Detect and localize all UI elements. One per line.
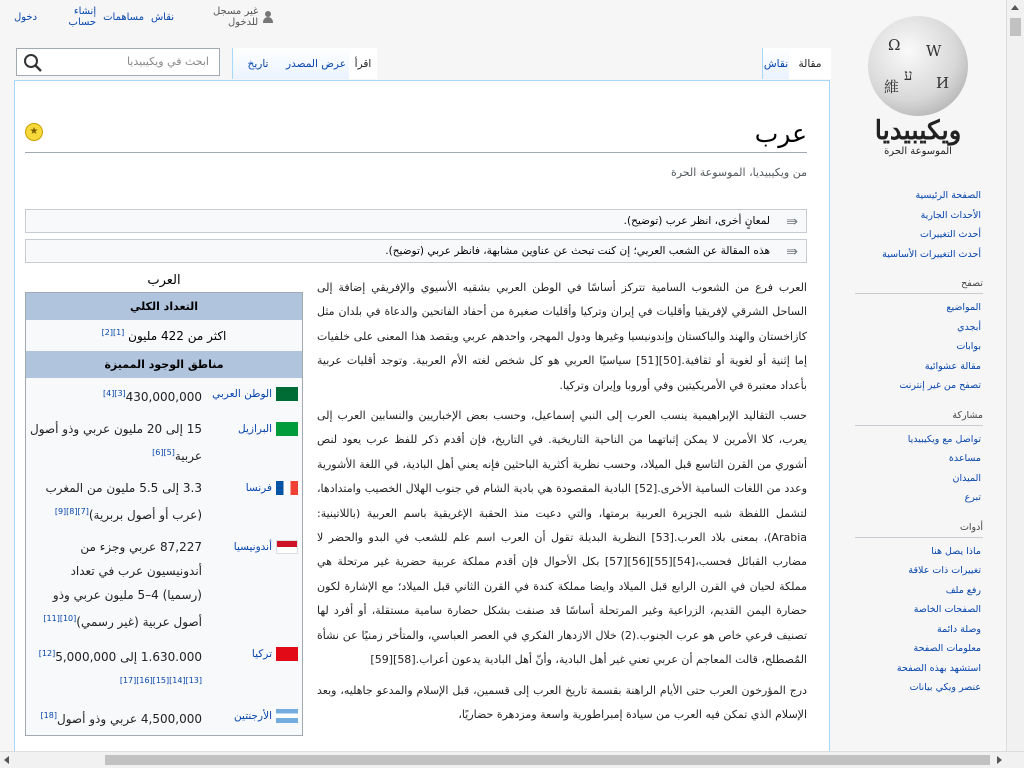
infobox-row xyxy=(26,413,302,472)
sidebar-item-wikidata-item[interactable]: عنصر ويكي بيانات xyxy=(909,682,981,693)
hatnote-similar-titles xyxy=(25,239,807,263)
login-link[interactable]: دخول xyxy=(14,11,38,23)
infobox-total-refs[interactable]: [1][2] xyxy=(101,328,125,337)
talk-link[interactable]: نقاش xyxy=(150,11,175,23)
hatnote-other-meanings xyxy=(25,209,807,233)
contributions-link[interactable]: مساهمات xyxy=(103,11,144,23)
sidebar-item-village-pump[interactable]: الميدان xyxy=(952,472,981,484)
sidebar-item-main-page[interactable]: الصفحة الرئيسية xyxy=(915,190,981,201)
infobox-row-country[interactable]: البرازيل xyxy=(238,423,272,435)
sidebar-heading-browse: تصفح xyxy=(855,278,983,294)
sidebar-item-recent-core-changes[interactable]: أحدث التغييرات الأساسية xyxy=(882,248,981,260)
infobox-row-refs[interactable]: [18] xyxy=(40,711,57,720)
infobox-row-refs[interactable]: [7][8][9] xyxy=(54,507,89,516)
sidebar-tools xyxy=(855,542,983,698)
hatnote-text: هذه المقالة عن الشعب العربي؛ إن كنت تبحث عن عناوين مشابهة، فانظر عربي (توضيح). xyxy=(385,245,770,257)
logo-wordmark: ويكيبيديا xyxy=(874,116,962,146)
sidebar-item-permanent-link[interactable]: وصلة دائمة xyxy=(936,623,981,635)
infobox-row xyxy=(26,472,302,531)
tab-history[interactable]: تاريخ xyxy=(232,48,283,79)
not-logged-in xyxy=(181,6,274,28)
sidebar-item-help[interactable]: مساعدة xyxy=(948,453,981,464)
scroll-right-icon[interactable] xyxy=(997,756,1002,764)
sidebar-item-donate[interactable]: تبرع xyxy=(964,492,981,503)
infobox-row-value: 4,500,000 عربي وذو أصول xyxy=(56,712,202,726)
infobox-row xyxy=(26,378,302,413)
hatnote-arrow-icon: ⇛ xyxy=(786,244,798,260)
infobox-row-country[interactable]: تركيا xyxy=(251,648,272,660)
tab-read[interactable]: اقرأ xyxy=(348,48,377,79)
sidebar-item-cite-page[interactable]: استشهد بهذه الصفحة xyxy=(896,662,981,674)
sidebar-heading-tools: أدوات xyxy=(855,522,983,538)
infobox-row-value: 430,000,000 xyxy=(125,390,202,404)
article-paragraph: حسب التقاليد الإبراهيمية ينسب العرب إلى النبي إسماعيل، وحسب بعض الإخباريين والنسابين العرب إلى يعرب، كلا الأمرين لا يمكن إثباتهما من الناحية التاريخية. في التاريخ، فإن أقدم ذكر للفظ عرب يعود لنص أشوري من القرن التاسع قبل الميلاد، وحسب نظرية أكثرية الباحثين فإنه يعني أهل البادية، في اللغة الأشورية وعدد من اللغات السامية الأخرى.[52] البادية المقصودة هي بادية الشام في جنوب الهلال الخصيب وامتدادها، لتشمل اللفظة شبه الجزيرة العربية برمتها، والتي دعيت منذ الحقبة الإغريقية باسم العربية (باللاتينية: Arabia)، بمعنى بلاد العرب.[53] النظرية البديلة تقول أن العرب اسم علم للشعب في البدو والحضر لا مضارب القبائل فحسب،[54][55][56][57] بكل الأحوال فإن أقدم مملكة عربية حضرية غير مرتحلة هي مملكة لحيان في القرن الرابع قبل الميلاد وايضا مملكة كندة في القرن الثاني قبل الميلاد؛ مع الإشارة لكون حضارة اليمن القديم، الزراعية وغير المرتحلة أساسًا قد صنفت بشكل حضارة سامية مستقلة، أو أفرد لها تصنيف فرعي خاص هو عرب الجنوب.(2) خلال الازدهار الفكري في العصر العباسي، والمتأخر زمنيًا عن نشأة المُصطلح، قالت المعاجم أن عربي تعني غير أهل البادية، وأنّ أهل البادية يدعون أعراب.[58][59] xyxy=(317,409,808,667)
sidebar-item-contact[interactable]: تواصل مع ويكيبيديا xyxy=(907,433,981,445)
not-logged-in-label: غير مسجل للدخول xyxy=(212,6,259,28)
site-sub: من ويكيبيديا، الموسوعة الحرة xyxy=(670,166,807,179)
flag-argentina-icon xyxy=(276,709,298,723)
sidebar-browse xyxy=(855,298,983,396)
tab-view-source[interactable]: عرض المصدر xyxy=(282,48,349,79)
sidebar xyxy=(855,186,983,698)
sidebar-item-alphabetical[interactable]: أبجدي xyxy=(957,321,981,333)
vertical-scrollbar[interactable] xyxy=(1006,0,1024,752)
infobox-row-country[interactable]: الوطن العربي xyxy=(212,388,272,400)
infobox xyxy=(25,269,303,736)
sidebar-participate xyxy=(855,430,983,508)
sidebar-item-current-events[interactable]: الأحداث الجارية xyxy=(920,209,981,221)
infobox-total xyxy=(26,320,302,351)
sidebar-heading-participate: مشاركة xyxy=(855,410,983,426)
tab-article[interactable]: مقالة xyxy=(788,48,831,79)
article-body xyxy=(317,276,807,733)
wikipedia-logo[interactable] xyxy=(860,16,976,166)
logo-tagline: الموسوعة الحرة xyxy=(884,146,952,157)
infobox-caption: العرب xyxy=(147,273,181,288)
sidebar-item-portals[interactable]: بوابات xyxy=(956,341,981,352)
infobox-header-regions: مناطق الوجود المميزة xyxy=(26,351,302,378)
article-paragraph: درج المؤرخون العرب حتى الأيام الراهنة بقسمة تاريخ العرب إلى قسمين، قبل الإسلام والمدعو جاهليه، وبعد الإسلام الذي تمكن فيه العرب من سيادة إمبراطورية واسعة ومزدهرة حضاريًا، xyxy=(317,683,807,721)
hatnote-text: لمعانٍ أخرى، انظر عرب (توضيح). xyxy=(623,215,770,227)
infobox-row-refs[interactable]: [5][6] xyxy=(152,448,175,457)
sidebar-item-upload-file[interactable]: رفع ملف xyxy=(945,584,981,596)
page-title: عرب xyxy=(25,119,807,153)
infobox-row xyxy=(26,638,302,700)
scroll-up-icon[interactable] xyxy=(1011,5,1019,10)
infobox-row xyxy=(26,531,302,638)
article-content xyxy=(14,80,830,760)
infobox-row-refs[interactable]: [10][11] xyxy=(43,614,77,623)
infobox-row-refs[interactable]: [12][13][14][15][16][17] xyxy=(38,649,202,685)
flag-brazil-icon xyxy=(276,422,298,436)
search-input[interactable]: ابحث في ويكيبيديا xyxy=(126,55,209,68)
infobox-row-value: 87,227 عربي وجزء من أندونيسيون عرب في تعداد (رسميا) 4–5 مليون عربي وذو أصول عربية (غير رسمي) xyxy=(52,540,202,629)
personal-tools xyxy=(14,6,274,28)
sidebar-item-offline[interactable]: تصفح من غير إنترنت xyxy=(899,380,981,391)
search-box[interactable] xyxy=(16,48,220,76)
sidebar-item-what-links-here[interactable]: ماذا يصل هنا xyxy=(931,545,981,557)
sidebar-item-related-changes[interactable]: تغييرات ذات علاقة xyxy=(908,565,981,576)
infobox-row-country[interactable]: أندونيسيا xyxy=(233,541,272,553)
sidebar-item-recent-changes[interactable]: أحدث التغييرات xyxy=(919,229,981,240)
wikipedia-globe-logo: Ω W ע И 維 xyxy=(868,16,968,116)
sidebar-nav xyxy=(855,186,983,264)
flag-france-icon xyxy=(276,481,298,495)
flag-indonesia-icon xyxy=(276,540,298,554)
search-icon[interactable] xyxy=(23,53,43,73)
infobox-row-value: 15 إلى 20 مليون عربي وذو أصول عربية xyxy=(30,422,202,463)
infobox-row-value: 3.3 إلى 5.5 مليون من المغرب (عرب أو أصول بربرية) xyxy=(45,481,202,522)
infobox-row-refs[interactable]: [3][4] xyxy=(102,389,126,398)
sidebar-item-random-article[interactable]: مقالة عشوائية xyxy=(924,360,981,372)
flag-turkey-icon xyxy=(276,647,298,661)
sidebar-item-topics[interactable]: المواضيع xyxy=(946,302,981,313)
hatnote-arrow-icon: ⇛ xyxy=(786,214,798,230)
vertical-scroll-thumb[interactable] xyxy=(1010,18,1021,36)
horizontal-scrollbar[interactable] xyxy=(0,751,1024,768)
flag-arab-league-icon xyxy=(276,387,298,401)
create-account-link[interactable]: إنشاء حساب xyxy=(68,6,97,28)
sidebar-item-special-pages[interactable]: الصفحات الخاصة xyxy=(913,604,981,615)
sidebar-item-page-info[interactable]: معلومات الصفحة xyxy=(913,643,981,654)
article-paragraph: العرب فرع من الشعوب السامية تتركز أساسًا في الوطن العربي بشقيه الأسيوي والإفريقي إضافة إلى الساحل الشرقي لإفريقيا وأقليات في إيران وتركيا وأقليات صغيرة من أحفاد الفاتحين والدعاة في بلدان مثل كازاخستان والهند والباكستان وإندونيسيا وغيرها ودول المهجر، واحدهم عربي ويقصد هذا المعنى على خلفيات إما إثنية أو لغوية أو ثقافية.[50][51] سياسيًا العربي هو كل شخص لغته الأم العربية. وتوجد أقليات عربية بأعداد معتبرة في الأمريكيتين وفي أوروبا وإيران وتركيا. xyxy=(317,281,807,392)
infobox-row xyxy=(26,700,302,735)
scroll-left-icon[interactable] xyxy=(4,756,9,764)
infobox-total-value: اكثر من 422 مليون xyxy=(128,329,227,343)
featured-star-icon[interactable]: ★ xyxy=(25,123,43,141)
horizontal-scroll-thumb[interactable] xyxy=(105,755,990,765)
infobox-row-country[interactable]: فرنسا xyxy=(245,482,272,494)
user-icon xyxy=(262,11,274,23)
infobox-header-total: التعداد الكلي xyxy=(26,293,302,320)
infobox-table xyxy=(25,292,303,736)
infobox-row-country[interactable]: الأرجنتين xyxy=(234,710,272,722)
infobox-row-value: 1.630.000 إلى 5,000,000 xyxy=(55,650,202,664)
tab-talk[interactable]: نقاش xyxy=(762,48,789,79)
